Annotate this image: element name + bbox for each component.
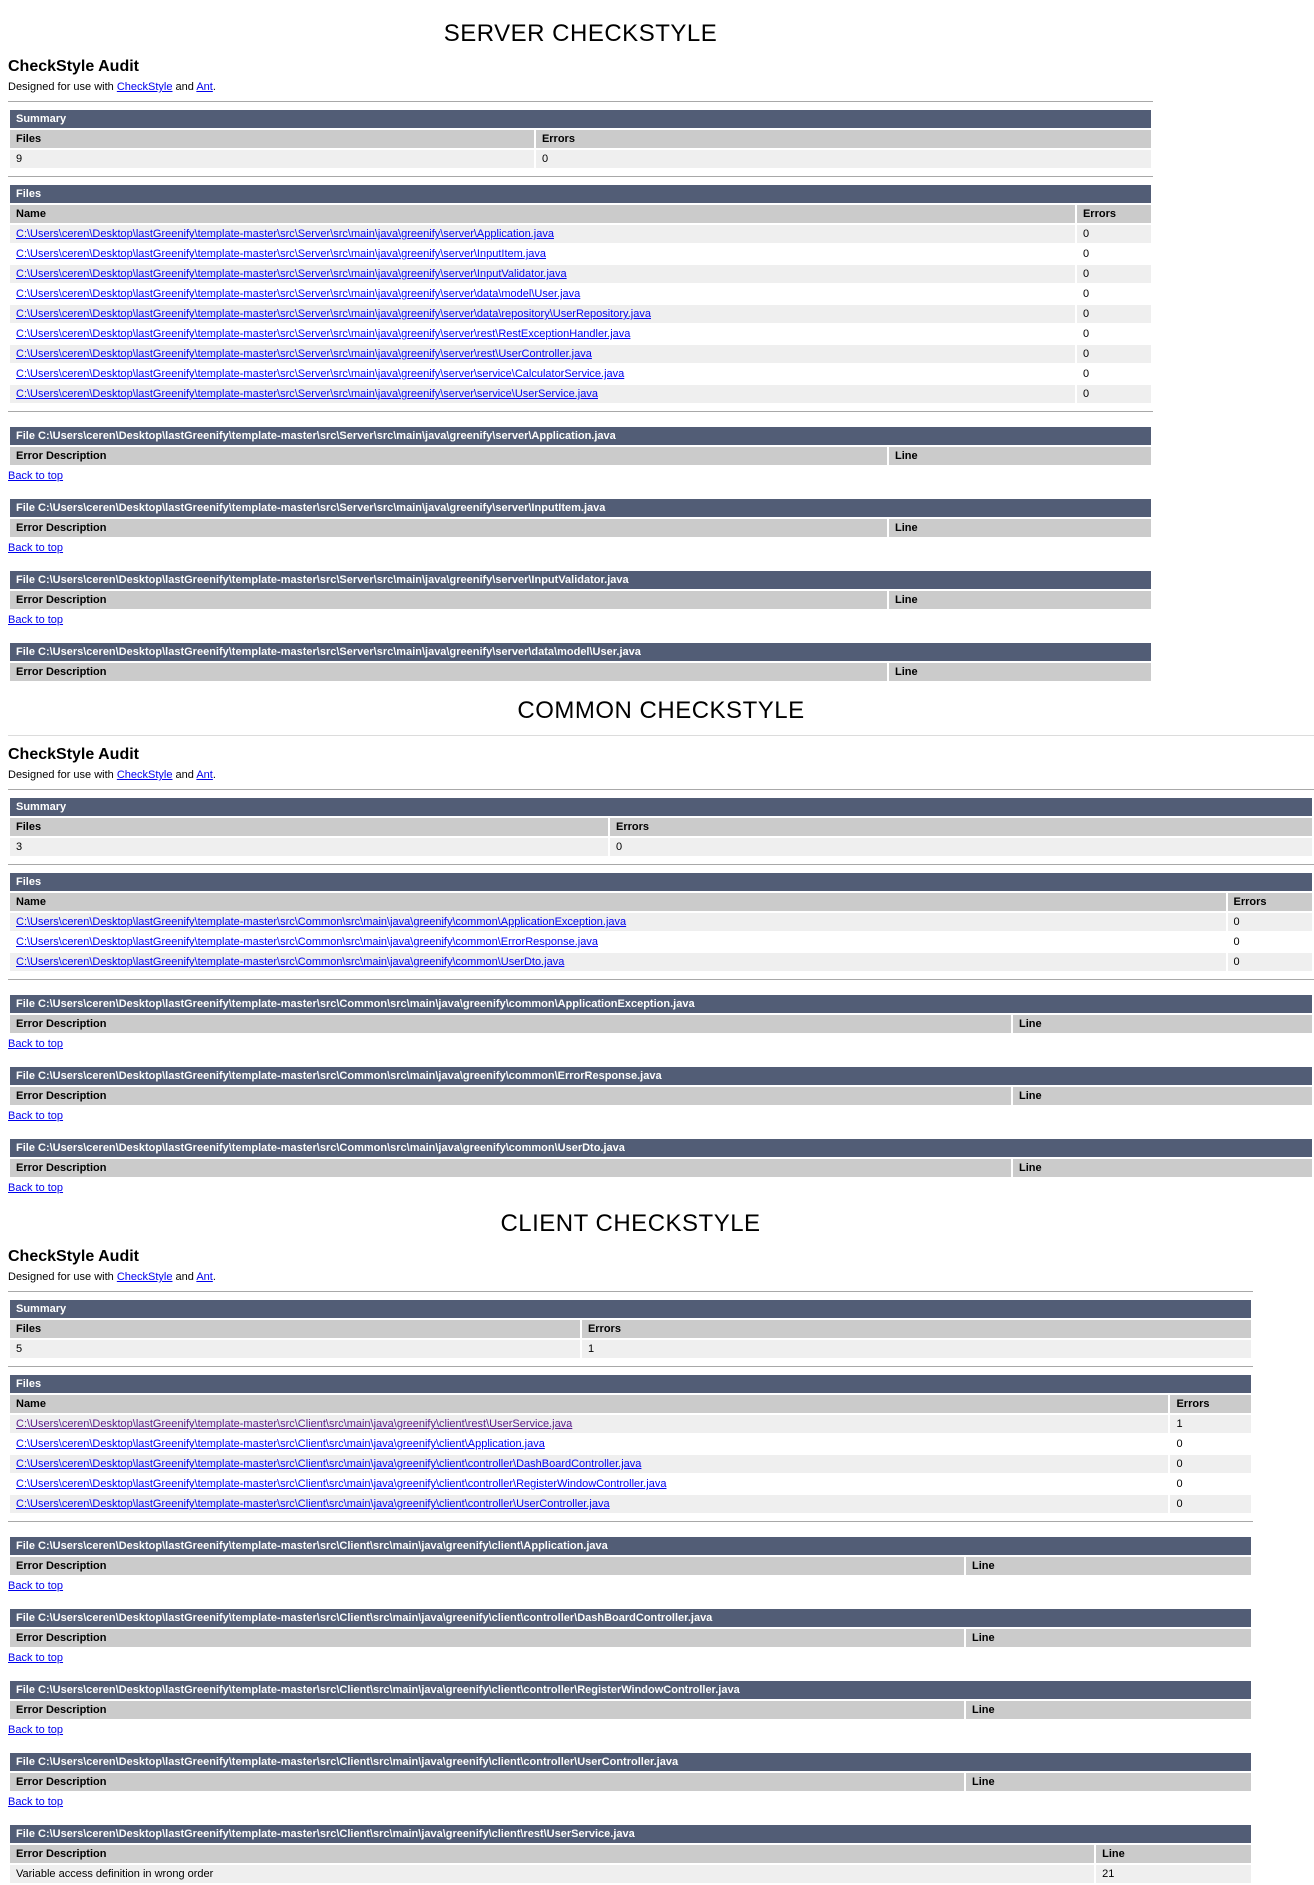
file-header-label: File C:\Users\ceren\Desktop\lastGreenify\template-master\src\Client\src\main\java\greenify\client\Application.java xyxy=(10,1537,1251,1555)
checkstyle-report xyxy=(8,58,1153,683)
section-title: COMMON CHECKSTYLE xyxy=(517,697,805,724)
error-row xyxy=(10,1865,1251,1883)
file-errors-cell: 0 xyxy=(1077,365,1151,383)
name-column-header: Name xyxy=(10,1395,1168,1413)
summary-values-row xyxy=(10,1340,1251,1358)
file-header-label: File C:\Users\ceren\Desktop\lastGreenify\template-master\src\Server\src\main\java\greenify\server\data\model\User.java xyxy=(10,643,1151,661)
file-name-cell xyxy=(10,245,1075,263)
table-row xyxy=(10,385,1151,403)
summary-table xyxy=(8,1298,1253,1360)
file-errors-cell: 1 xyxy=(1170,1415,1251,1433)
file-errors-cell: 0 xyxy=(1170,1495,1251,1513)
file-header-bar xyxy=(10,1681,1251,1699)
error-description-column-header: Error Description xyxy=(10,1629,964,1647)
intro-text: Designed for use with xyxy=(8,81,117,93)
error-description-column-header: Error Description xyxy=(10,447,887,465)
table-row xyxy=(10,265,1151,283)
files-header-bar xyxy=(10,1375,1251,1393)
error-columns-row xyxy=(10,591,1151,609)
error-description-column-header: Error Description xyxy=(10,1087,1011,1105)
files-count: 5 xyxy=(10,1340,580,1358)
file-header-label: File C:\Users\ceren\Desktop\lastGreenify\template-master\src\Server\src\main\java\greenify\server\Application.java xyxy=(10,427,1151,445)
intro-text: Designed for use with xyxy=(8,769,117,781)
file-errors-cell: 0 xyxy=(1170,1455,1251,1473)
files-header-label: Files xyxy=(10,1375,1251,1393)
summary-columns-row xyxy=(10,1320,1251,1338)
file-name-cell xyxy=(10,325,1075,343)
file-header-bar xyxy=(10,1537,1251,1555)
horizontal-rule xyxy=(8,979,1314,980)
file-detail-table xyxy=(8,641,1153,683)
file-detail-block xyxy=(8,497,1153,556)
error-description-column-header: Error Description xyxy=(10,591,887,609)
file-name-cell xyxy=(10,225,1075,243)
file-detail-block xyxy=(8,1535,1253,1594)
file-path-link[interactable]: C:\Users\ceren\Desktop\lastGreenify\template-master\src\Client\src\main\java\greenify\client\controller\UserController.java xyxy=(16,1498,610,1510)
error-description-cell: Variable access definition in wrong order xyxy=(10,1865,1094,1883)
name-column-header: Name xyxy=(10,205,1075,223)
error-description-column-header: Error Description xyxy=(10,663,887,681)
files-column-header: Files xyxy=(10,818,608,836)
file-errors-cell: 0 xyxy=(1077,385,1151,403)
line-column-header: Line xyxy=(966,1557,1251,1575)
error-line-cell: 21 xyxy=(1096,1865,1251,1883)
file-detail-block xyxy=(8,569,1153,628)
table-row xyxy=(10,245,1151,263)
file-header-bar xyxy=(10,427,1151,445)
summary-table xyxy=(8,796,1314,858)
files-column-header: Files xyxy=(10,1320,580,1338)
errors-count: 0 xyxy=(610,838,1312,856)
file-name-cell xyxy=(10,365,1075,383)
file-errors-cell: 0 xyxy=(1077,325,1151,343)
file-name-cell xyxy=(10,953,1226,971)
file-path-link[interactable]: C:\Users\ceren\Desktop\lastGreenify\template-master\src\Server\src\main\java\greenify\server\data\repository\UserRepository.java xyxy=(16,308,651,320)
file-header-bar xyxy=(10,1825,1251,1843)
line-column-header: Line xyxy=(966,1629,1251,1647)
horizontal-rule xyxy=(8,176,1153,177)
intro-text: and xyxy=(172,81,197,93)
checkstyle-report xyxy=(8,746,1314,1196)
summary-header-bar xyxy=(10,1300,1251,1318)
checkstyle-section xyxy=(8,20,1153,683)
file-name-cell xyxy=(10,385,1075,403)
files-columns-row xyxy=(10,1395,1251,1413)
file-errors-cell: 0 xyxy=(1077,245,1151,263)
error-columns-row xyxy=(10,1015,1312,1033)
intro-text: . xyxy=(212,769,216,781)
title-divider xyxy=(8,735,1314,736)
file-errors-cell: 0 xyxy=(1077,345,1151,363)
file-header-label: File C:\Users\ceren\Desktop\lastGreenify\template-master\src\Client\src\main\java\greenify\client\controller\DashBoardController.java xyxy=(10,1609,1251,1627)
error-columns-row xyxy=(10,447,1151,465)
file-errors-cell: 0 xyxy=(1228,933,1313,951)
file-detail-block xyxy=(8,1823,1253,1885)
file-path-link[interactable]: C:\Users\ceren\Desktop\lastGreenify\template-master\src\Server\src\main\java\greenify\server\InputValidator.java xyxy=(16,268,567,280)
horizontal-rule xyxy=(8,1291,1253,1292)
file-detail-table xyxy=(8,1065,1314,1107)
table-row xyxy=(10,1475,1251,1493)
back-to-top-link[interactable]: Back to top xyxy=(8,1724,64,1736)
horizontal-rule xyxy=(8,101,1153,102)
errors-column-header: Errors xyxy=(582,1320,1251,1338)
file-errors-cell: 0 xyxy=(1170,1475,1251,1493)
files-table xyxy=(8,871,1314,973)
file-header-bar xyxy=(10,1067,1312,1085)
line-column-header: Line xyxy=(966,1701,1251,1719)
files-header-bar xyxy=(10,185,1151,203)
file-name-cell xyxy=(10,1455,1168,1473)
file-header-label: File C:\Users\ceren\Desktop\lastGreenify\template-master\src\Common\src\main\java\greenify\common\UserDto.java xyxy=(10,1139,1312,1157)
table-row xyxy=(10,953,1312,971)
file-detail-table xyxy=(8,569,1153,611)
file-detail-table xyxy=(8,1679,1253,1721)
file-path-link[interactable]: C:\Users\ceren\Desktop\lastGreenify\template-master\src\Client\src\main\java\greenify\client\Application.java xyxy=(16,1438,545,1450)
file-header-bar xyxy=(10,1609,1251,1627)
file-detail-block xyxy=(8,993,1314,1052)
intro-text: . xyxy=(212,81,216,93)
file-detail-table xyxy=(8,1823,1253,1885)
ant-link[interactable]: Ant xyxy=(196,769,213,781)
files-count: 3 xyxy=(10,838,608,856)
file-path-link[interactable]: C:\Users\ceren\Desktop\lastGreenify\template-master\src\Server\src\main\java\greenify\server\rest\RestExceptionHandler.java xyxy=(16,328,631,340)
file-name-cell xyxy=(10,345,1075,363)
horizontal-rule xyxy=(8,864,1314,865)
line-column-header: Line xyxy=(1096,1845,1251,1863)
summary-header-bar xyxy=(10,798,1312,816)
file-detail-block xyxy=(8,1751,1253,1810)
file-errors-cell: 0 xyxy=(1228,953,1313,971)
table-row xyxy=(10,225,1151,243)
file-path-link[interactable]: C:\Users\ceren\Desktop\lastGreenify\template-master\src\Client\src\main\java\greenify\client\controller\RegisterWindowController.java xyxy=(16,1478,667,1490)
file-path-link[interactable]: C:\Users\ceren\Desktop\lastGreenify\template-master\src\Server\src\main\java\greenify\server\Application.java xyxy=(16,228,554,240)
back-to-top-link[interactable]: Back to top xyxy=(8,1796,64,1808)
file-name-cell xyxy=(10,285,1075,303)
line-column-header: Line xyxy=(1013,1087,1312,1105)
file-path-link[interactable]: C:\Users\ceren\Desktop\lastGreenify\template-master\src\Server\src\main\java\greenify\server\InputItem.java xyxy=(16,248,547,260)
summary-values-row xyxy=(10,150,1151,168)
table-row xyxy=(10,285,1151,303)
file-path-link[interactable]: C:\Users\ceren\Desktop\lastGreenify\template-master\src\Client\src\main\java\greenify\client\rest\UserService.java xyxy=(16,1418,573,1430)
file-path-link[interactable]: C:\Users\ceren\Desktop\lastGreenify\template-master\src\Common\src\main\java\greenify\common\UserDto.java xyxy=(16,956,565,968)
file-name-cell xyxy=(10,1435,1168,1453)
error-columns-row xyxy=(10,1557,1251,1575)
back-to-top-link[interactable]: Back to top xyxy=(8,1110,64,1122)
errors-column-header: Errors xyxy=(1077,205,1151,223)
file-errors-cell: 0 xyxy=(1077,225,1151,243)
summary-columns-row xyxy=(10,130,1151,148)
summary-table xyxy=(8,108,1153,170)
horizontal-rule xyxy=(8,789,1314,790)
checkstyle-link[interactable]: CheckStyle xyxy=(116,81,173,93)
section-title: CLIENT CHECKSTYLE xyxy=(500,1210,761,1237)
name-column-header: Name xyxy=(10,893,1226,911)
table-row xyxy=(10,933,1312,951)
back-to-top-link[interactable]: Back to top xyxy=(8,614,64,626)
error-columns-row xyxy=(10,1159,1312,1177)
table-row xyxy=(10,1495,1251,1513)
file-header-bar xyxy=(10,1139,1312,1157)
file-errors-cell: 0 xyxy=(1170,1435,1251,1453)
error-description-column-header: Error Description xyxy=(10,1701,964,1719)
file-detail-table xyxy=(8,425,1153,467)
error-columns-row xyxy=(10,1087,1312,1105)
file-errors-cell: 0 xyxy=(1077,265,1151,283)
file-errors-cell: 0 xyxy=(1228,913,1313,931)
back-to-top-link[interactable]: Back to top xyxy=(8,542,64,554)
summary-header-label: Summary xyxy=(10,110,1151,128)
files-table xyxy=(8,1373,1253,1515)
error-columns-row xyxy=(10,1845,1251,1863)
errors-count: 1 xyxy=(582,1340,1251,1358)
file-header-label: File C:\Users\ceren\Desktop\lastGreenify\template-master\src\Server\src\main\java\greenify\server\InputValidator.java xyxy=(10,571,1151,589)
files-header-bar xyxy=(10,873,1312,891)
back-to-top-link[interactable]: Back to top xyxy=(8,1580,64,1592)
file-header-label: File C:\Users\ceren\Desktop\lastGreenify\template-master\src\Client\src\main\java\greenify\client\controller\RegisterWindowController.java xyxy=(10,1681,1251,1699)
horizontal-rule xyxy=(8,1366,1253,1367)
files-column-header: Files xyxy=(10,130,534,148)
line-column-header: Line xyxy=(889,663,1151,681)
error-columns-row xyxy=(10,663,1151,681)
file-errors-cell: 0 xyxy=(1077,285,1151,303)
file-path-link[interactable]: C:\Users\ceren\Desktop\lastGreenify\template-master\src\Server\src\main\java\greenify\server\data\model\User.java xyxy=(16,288,581,300)
ant-link[interactable]: Ant xyxy=(196,81,213,93)
file-header-bar xyxy=(10,571,1151,589)
line-column-header: Line xyxy=(889,591,1151,609)
file-name-cell xyxy=(10,305,1075,323)
error-columns-row xyxy=(10,1629,1251,1647)
error-description-column-header: Error Description xyxy=(10,1773,964,1791)
file-name-cell xyxy=(10,1415,1168,1433)
error-description-column-header: Error Description xyxy=(10,1557,964,1575)
audit-intro xyxy=(8,1271,1253,1283)
file-name-cell xyxy=(10,913,1226,931)
horizontal-rule xyxy=(8,411,1153,412)
audit-intro xyxy=(8,81,1153,93)
files-columns-row xyxy=(10,205,1151,223)
audit-heading: CheckStyle Audit xyxy=(8,58,139,75)
file-header-label: File C:\Users\ceren\Desktop\lastGreenify\template-master\src\Common\src\main\java\greenify\common\ApplicationException.java xyxy=(10,995,1312,1013)
file-header-bar xyxy=(10,1753,1251,1771)
summary-header-bar xyxy=(10,110,1151,128)
table-row xyxy=(10,365,1151,383)
checkstyle-report xyxy=(8,1248,1253,1885)
file-path-link[interactable]: C:\Users\ceren\Desktop\lastGreenify\template-master\src\Server\src\main\java\greenify\server\service\UserService.java xyxy=(16,388,598,400)
line-column-header: Line xyxy=(1013,1159,1312,1177)
intro-text: . xyxy=(212,1271,216,1283)
file-header-bar xyxy=(10,499,1151,517)
ant-link[interactable]: Ant xyxy=(196,1271,213,1283)
file-detail-block xyxy=(8,1065,1314,1124)
summary-values-row xyxy=(10,838,1312,856)
file-detail-table xyxy=(8,1535,1253,1577)
file-path-link[interactable]: C:\Users\ceren\Desktop\lastGreenify\template-master\src\Client\src\main\java\greenify\client\controller\DashBoardController.java xyxy=(16,1458,642,1470)
checkstyle-section xyxy=(8,697,1314,1196)
section-title: SERVER CHECKSTYLE xyxy=(443,20,718,47)
file-path-link[interactable]: C:\Users\ceren\Desktop\lastGreenify\template-master\src\Common\src\main\java\greenify\common\ApplicationException.java xyxy=(16,916,627,928)
file-name-cell xyxy=(10,933,1226,951)
line-column-header: Line xyxy=(1013,1015,1312,1033)
horizontal-rule xyxy=(8,1521,1253,1522)
file-detail-table xyxy=(8,1607,1253,1649)
summary-header-label: Summary xyxy=(10,798,1312,816)
errors-column-header: Errors xyxy=(536,130,1151,148)
file-detail-table xyxy=(8,497,1153,539)
file-detail-block xyxy=(8,1607,1253,1666)
intro-text: and xyxy=(172,1271,197,1283)
error-description-column-header: Error Description xyxy=(10,1845,1094,1863)
line-column-header: Line xyxy=(889,447,1151,465)
back-to-top-link[interactable]: Back to top xyxy=(8,470,64,482)
error-description-column-header: Error Description xyxy=(10,1015,1011,1033)
file-detail-table xyxy=(8,1751,1253,1793)
summary-columns-row xyxy=(10,818,1312,836)
errors-column-header: Errors xyxy=(1170,1395,1251,1413)
file-header-label: File C:\Users\ceren\Desktop\lastGreenify\template-master\src\Client\src\main\java\greenify\client\rest\UserService.java xyxy=(10,1825,1251,1843)
file-name-cell xyxy=(10,1495,1168,1513)
file-detail-table xyxy=(8,1137,1314,1179)
back-to-top-link[interactable]: Back to top xyxy=(8,1652,64,1664)
table-row xyxy=(10,1415,1251,1433)
table-row xyxy=(10,345,1151,363)
file-header-label: File C:\Users\ceren\Desktop\lastGreenify\template-master\src\Common\src\main\java\greenify\common\ErrorResponse.java xyxy=(10,1067,1312,1085)
table-row xyxy=(10,1455,1251,1473)
file-header-label: File C:\Users\ceren\Desktop\lastGreenify\template-master\src\Server\src\main\java\greenify\server\InputItem.java xyxy=(10,499,1151,517)
files-count: 9 xyxy=(10,150,534,168)
file-detail-block xyxy=(8,425,1153,484)
checkstyle-section xyxy=(8,1210,1253,1885)
error-description-column-header: Error Description xyxy=(10,1159,1011,1177)
table-row xyxy=(10,325,1151,343)
files-header-label: Files xyxy=(10,185,1151,203)
file-path-link[interactable]: C:\Users\ceren\Desktop\lastGreenify\template-master\src\Server\src\main\java\greenify\server\service\CalculatorService.java xyxy=(16,368,625,380)
file-header-bar xyxy=(10,995,1312,1013)
file-path-link[interactable]: C:\Users\ceren\Desktop\lastGreenify\template-master\src\Common\src\main\java\greenify\common\ErrorResponse.java xyxy=(16,936,598,948)
file-detail-block xyxy=(8,1679,1253,1738)
files-columns-row xyxy=(10,893,1312,911)
table-row xyxy=(10,913,1312,931)
file-detail-block xyxy=(8,1137,1314,1196)
errors-column-header: Errors xyxy=(1228,893,1313,911)
error-description-column-header: Error Description xyxy=(10,519,887,537)
files-table xyxy=(8,183,1153,405)
table-row xyxy=(10,305,1151,323)
error-columns-row xyxy=(10,1701,1251,1719)
file-header-bar xyxy=(10,643,1151,661)
errors-column-header: Errors xyxy=(610,818,1312,836)
file-name-cell xyxy=(10,265,1075,283)
intro-text: and xyxy=(172,769,197,781)
audit-intro xyxy=(8,769,1314,781)
error-columns-row xyxy=(10,1773,1251,1791)
file-detail-table xyxy=(8,993,1314,1035)
table-row xyxy=(10,1435,1251,1453)
audit-heading: CheckStyle Audit xyxy=(8,746,139,763)
file-name-cell xyxy=(10,1475,1168,1493)
file-header-label: File C:\Users\ceren\Desktop\lastGreenify\template-master\src\Client\src\main\java\greenify\client\controller\UserController.java xyxy=(10,1753,1251,1771)
file-detail-block xyxy=(8,641,1153,683)
file-errors-cell: 0 xyxy=(1077,305,1151,323)
files-header-label: Files xyxy=(10,873,1312,891)
file-path-link[interactable]: C:\Users\ceren\Desktop\lastGreenify\template-master\src\Server\src\main\java\greenify\server\rest\UserController.java xyxy=(16,348,592,360)
intro-text: Designed for use with xyxy=(8,1271,117,1283)
errors-count: 0 xyxy=(536,150,1151,168)
summary-header-label: Summary xyxy=(10,1300,1251,1318)
checkstyle-link[interactable]: CheckStyle xyxy=(116,769,173,781)
back-to-top-link[interactable]: Back to top xyxy=(8,1182,64,1194)
line-column-header: Line xyxy=(966,1773,1251,1791)
line-column-header: Line xyxy=(889,519,1151,537)
back-to-top-link[interactable]: Back to top xyxy=(8,1038,64,1050)
error-columns-row xyxy=(10,519,1151,537)
checkstyle-link[interactable]: CheckStyle xyxy=(116,1271,173,1283)
audit-heading: CheckStyle Audit xyxy=(8,1248,139,1265)
